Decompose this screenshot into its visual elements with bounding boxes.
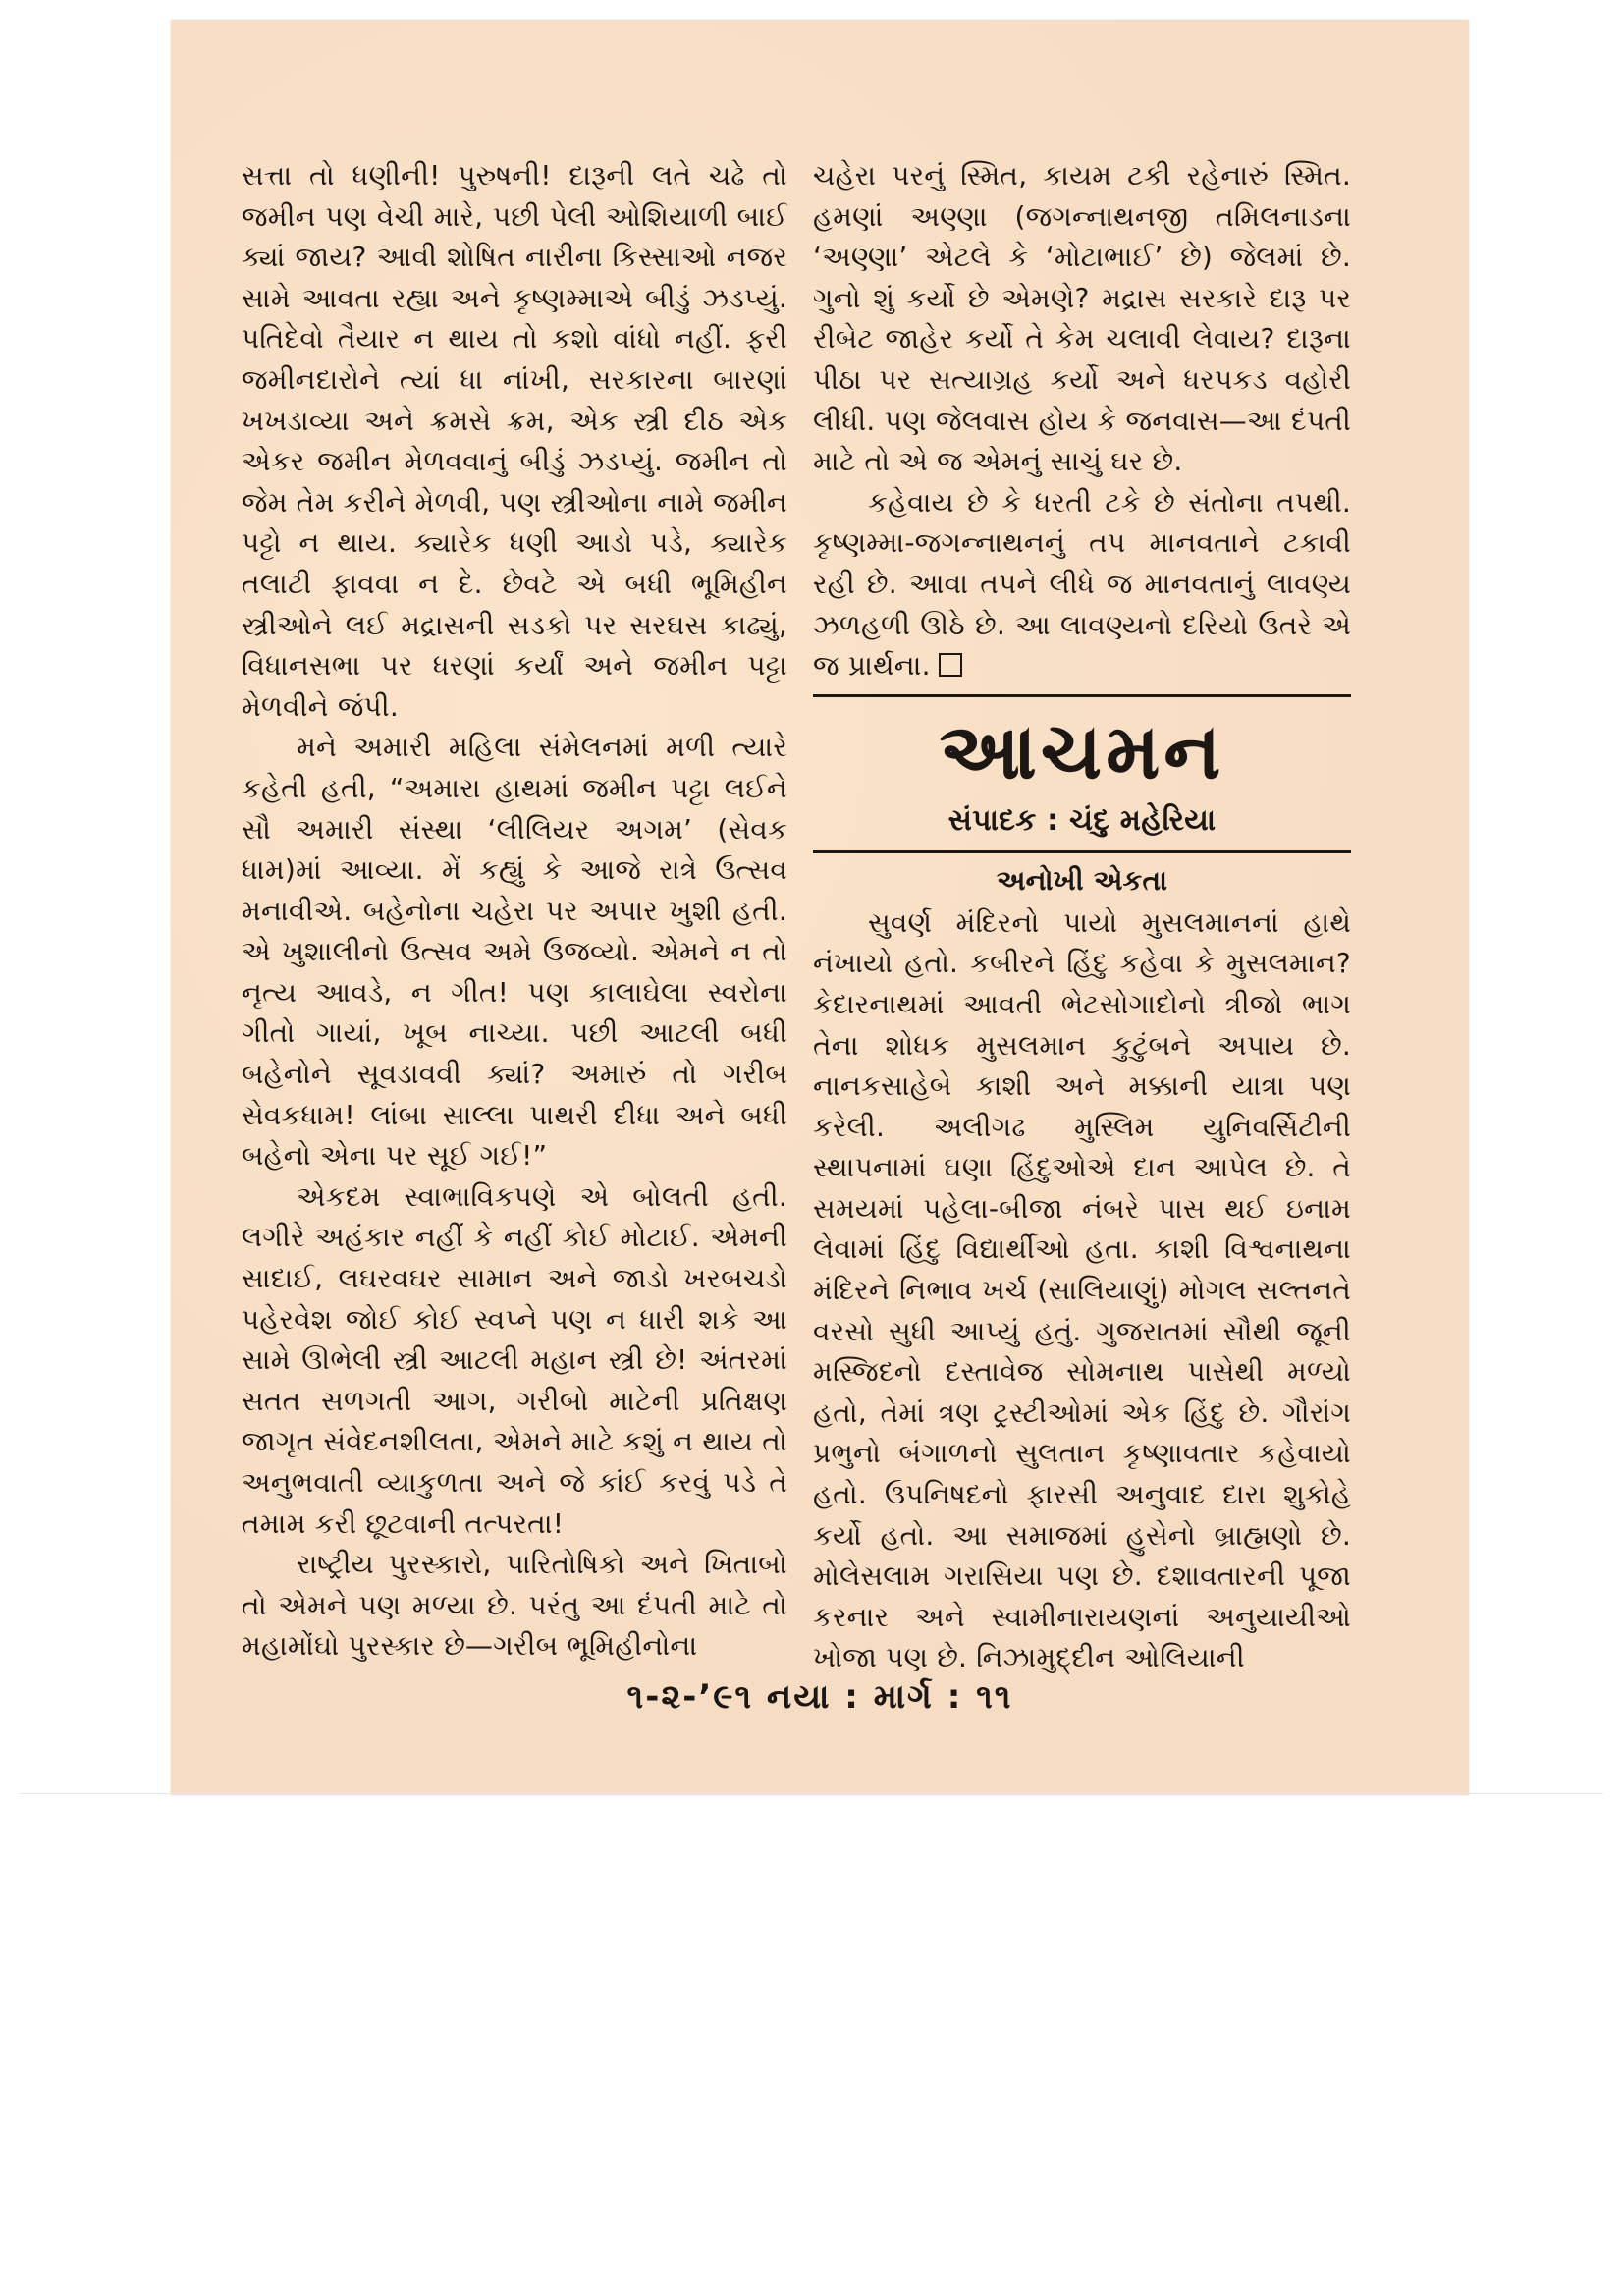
left-paragraph-2: મને અમારી મહિલા સંમેલનમાં મળી ત્યારે કહેતી હતી, “અમારા હાથમાં જમીન પટ્ટા લઈને સૌ અમારી સંસ્થા ‘લીલિયર અગમ’ (સેવક ધામ)માં આવ્યા. મેં કહ્યું કે આજે રાત્રે ઉત્સવ મનાવીએ. બહેનોના ચહેરા પર અપાર ખુશી હતી. એ ખુશાલીનો ઉત્સવ અમે ઉજવ્યો. એમને ન તો નૃત્ય આવડે, ન ગીત! પણ કાલાઘેલા સ્વરોના ગીતો ગાયાં, ખૂબ નાચ્યા. પછી આટલી બધી બહેનોને સૂવડાવવી ક્યાં? અમારું તો ગરીબ સેવકધામ! લાંબા સાલ્લા પાથરી દીધા અને બધી બહેનો એના પર સૂઈ ગઈ!” xyxy=(242,731,787,1173)
scan-edge-line xyxy=(20,1793,1603,1794)
right-paragraph-2 xyxy=(813,482,1351,686)
editor-byline: સંપાદક : ચંદુ મહેરિયા xyxy=(947,802,1217,838)
article-title: અનોખી એકતા xyxy=(996,863,1168,897)
scanned-magazine-page xyxy=(171,20,1469,1795)
left-paragraph-1: સત્તા તો ધણીની! પુરુષની! દારૂની લતે ચઢે તો જમીન પણ વેચી મારે, પછી પેલી ઓશિયાળી બાઈ ક્યાં જાય? આવી શોષિત નારીના કિસ્સાઓ નજર સામે આવતા રહ્યા અને કૃષ્ણમ્માએ બીડું ઝડપ્યું. પતિદેવો તૈયાર ન થાય તો કશો વાંધો નહીં. ફરી જમીનદારોને ત્યાં ધા નાંખી, સરકારના બારણાં ખખડાવ્યા અને ક્રમસે ક્રમ, એક સ્ત્રી દીઠ એક એકર જમીન મેળવવાનું બીડું ઝડપ્યું. જમીન તો જેમ તેમ કરીને મેળવી, પણ સ્ત્રીઓના નામે જમીન પટ્ટો ન થાય. ક્યારેક ધણી આડો પડે, ક્યારેક તલાટી ફાવવા ન દે. છેવટે એ બધી ભૂમિહીન સ્ત્રીઓને લઈ મદ્રાસની સડકો પર સરઘસ કાઢ્યું, વિધાનસભા પર ધરણાં કર્યાં અને જમીન પટ્ટા મેળવીને જંપી. xyxy=(242,159,787,723)
section-divider-bottom xyxy=(813,850,1351,853)
article-end-mark xyxy=(939,653,962,677)
section-divider-top xyxy=(813,694,1351,697)
left-paragraph-4: રાષ્ટ્રીય પુરસ્કારો, પારિતોષિકો અને ખિતાબો તો એમને પણ મળ્યા છે. પરંતુ આ દંપતી માટે તો મહામોંઘો પુરસ્કાર છે—ગરીબ ભૂમિહીનોના xyxy=(242,1548,787,1663)
right-column xyxy=(813,155,1351,1678)
article-paragraph-1: સુવર્ણ મંદિરનો પાયો મુસલમાનનાં હાથે નંખાયો હતો. કબીરને હિંદુ કહેવા કે મુસલમાન? કેદારનાથમાં આવતી ભેટસોગાદોનો ત્રીજો ભાગ તેના શોધક મુસલમાન કુટુંબને અપાય છે. નાનકસાહેબે કાશી અને મક્કાની યાત્રા પણ કરેલી. અલીગઢ મુસ્લિમ યુનિવર્સિટીની સ્થાપનામાં ઘણા હિંદુઓએ દાન આપેલ છે. તે સમયમાં પહેલા-બીજા નંબરે પાસ થઈ ઇનામ લેવામાં હિંદુ વિદ્યાર્થીઓ હતા. કાશી વિશ્વનાથના મંદિરને નિભાવ ખર્ચ (સાલિયાણું) મોગલ સલ્તનતે વરસો સુધી આપ્યું હતું. ગુજરાતમાં સૌથી જૂની મસ્જિદનો દસ્તાવેજ સોમનાથ પાસેથી મળ્યો હતો, તેમાં ત્રણ ટ્રસ્ટીઓમાં એક હિંદુ છે. ગૌરાંગ પ્રભુનો બંગાળનો સુલતાન કૃષ્ણાવતાર કહેવાયો હતો. ઉપનિષદનો ફારસી અનુવાદ દારા શુકોહે કર્યો હતો. આ સમાજમાં હુસેનો બ્રાહ્મણો છે. મોલેસલામ ગરાસિયા પણ છે. દશાવતારની પૂજા કરનાર અને સ્વામીનારાયણનાં અનુયાયીઓ ખોજા પણ છે. નિઝામુદ્દીન ઓલિયાની xyxy=(813,905,1351,1674)
left-column xyxy=(242,155,787,1667)
closing-prayer-text: કહેવાય છે કે ધરતી ટકે છે સંતોના તપથી. કૃષ્ણમ્મા-જગન્નાથનનું તપ માનવતાને ટકાવી રહી છે. આવા તપને લીધે જ માનવતાનું લાવણ્ય ઝળહળી ઊઠે છે. આ લાવણ્યનો દરિયો ઉતરે એ જ પ્રાર્થના. xyxy=(813,485,1351,683)
page-footer: ૧-૨-’૯૧ નયા : માર્ગ : ૧૧ xyxy=(626,1677,1013,1717)
section-title: આચમન xyxy=(939,707,1225,796)
right-paragraph-1: ચહેરા પરનું સ્મિત, કાયમ ટકી રહેનારું સ્મિત. હમણાં અણ્ણા (જગન્નાથનજી તમિલનાડના ‘અણ્ણા’ એટલે કે ‘મોટાભાઈ’ છે) જેલમાં છે. ગુનો શું કર્યો છે એમણે? મદ્રાસ સરકારે દારૂ પર રીબેટ જાહેર કર્યો તે કેમ ચલાવી લેવાય? દારૂના પીઠા પર સત્યાગ્રહ કર્યો અને ધરપકડ વહોરી લીધી. પણ જેલવાસ હોય કે જનવાસ—આ દંપતી માટે તો એ જ એમનું સાચું ઘર છે. xyxy=(813,159,1351,478)
left-paragraph-3: એકદમ સ્વાભાવિકપણે એ બોલતી હતી. લગીરે અહંકાર નહીં કે નહીં કોઈ મોટાઈ. એમની સાદાઈ, લઘરવઘર સામાન અને જાડો ખરબચડો પહેરવેશ જોઈ કોઈ સ્વપ્ને પણ ન ધારી શકે આ સામે ઊભેલી સ્ત્રી આટલી મહાન સ્ત્રી છે! અંતરમાં સતત સળગતી આગ, ગરીબો માટેની પ્રતિક્ષણ જાગૃત સંવેદનશીલતા, એમને માટે કશું ન થાય તો અનુભવાતી વ્યાકુળતા અને જે કાંઈ કરવું પડે તે તમામ કરી છૂટવાની તત્પરતા! xyxy=(242,1179,787,1540)
